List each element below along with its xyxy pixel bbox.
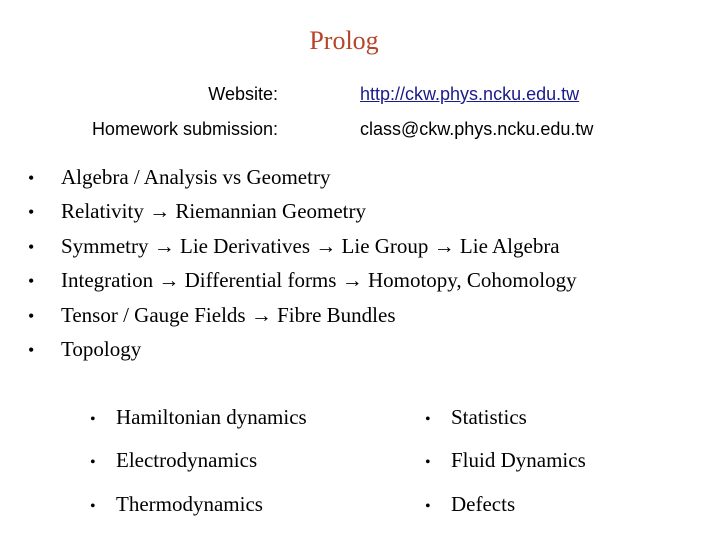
application-text: Hamiltonian dynamics [116, 405, 307, 429]
application-item [425, 492, 515, 517]
bullet-icon: • [28, 339, 35, 360]
topic-text: Tensor / Gauge Fields → Fibre Bundles [61, 302, 396, 327]
application-text: Statistics [451, 405, 527, 429]
bullet-icon: • [90, 454, 96, 471]
bullet-icon: • [28, 305, 35, 326]
topic-text: Algebra / Analysis vs Geometry [61, 165, 331, 189]
bullet-icon: • [425, 498, 431, 515]
bullet-icon: • [28, 168, 35, 188]
application-item [425, 405, 527, 430]
bullet-icon: • [90, 498, 96, 515]
bullet-icon: • [28, 271, 35, 292]
homework-email: class@ckw.phys.ncku.edu.tw [360, 119, 594, 139]
homework-submission-label: Homework submission: [91, 119, 278, 139]
topic-list [28, 160, 577, 366]
topic-item [28, 194, 577, 228]
topic-text: Relativity → Riemannian Geometry [61, 199, 367, 224]
website-label: Website: [208, 84, 278, 104]
topic-item [28, 229, 577, 263]
bullet-icon: • [425, 411, 431, 428]
topic-item [28, 298, 577, 332]
topic-text: Topology [61, 336, 142, 361]
topic-text: Symmetry → Lie Derivatives → Lie Group → Lie Algebra [61, 233, 560, 258]
application-item [90, 405, 307, 430]
bullet-icon: • [28, 202, 35, 223]
application-text: Fluid Dynamics [451, 448, 586, 472]
bullet-icon: • [90, 411, 96, 428]
topic-item [28, 332, 577, 366]
topic-item [28, 263, 577, 297]
application-item [90, 492, 263, 517]
bullet-icon: • [425, 454, 431, 471]
application-text: Thermodynamics [116, 492, 263, 516]
bullet-icon: • [28, 236, 35, 257]
application-text: Electrodynamics [116, 448, 258, 472]
application-text: Defects [451, 492, 516, 516]
application-item [90, 448, 257, 473]
slide-title: Prolog [309, 26, 379, 55]
application-item [425, 448, 586, 473]
website-link[interactable]: http://ckw.phys.ncku.edu.tw [360, 84, 580, 104]
topic-text: Integration → Differential forms → Homotopy, Cohomology [61, 268, 577, 293]
topic-item [28, 160, 577, 194]
